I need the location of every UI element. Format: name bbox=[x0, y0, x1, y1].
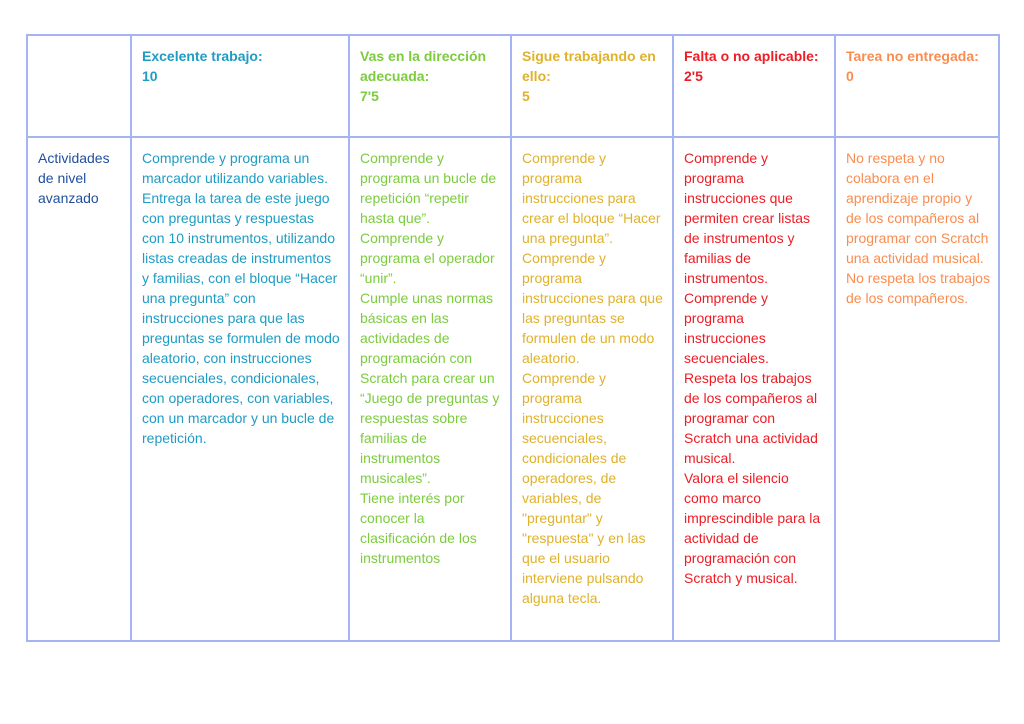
header-score: 0 bbox=[846, 68, 854, 84]
header-score: 10 bbox=[142, 68, 158, 84]
row-label-cell bbox=[27, 137, 131, 641]
header-title: Excelente trabajo: bbox=[142, 48, 263, 64]
header-title: Vas en la dirección adecuada: bbox=[360, 48, 487, 84]
criteria-line: No respeta los trabajos de los compañeros. bbox=[846, 270, 990, 306]
criteria-line: Cumple unas normas básicas en las actividades de programación con Scratch para crear un “Juego de preguntas y respuestas sobre familias de instrumentos musicales”. bbox=[360, 290, 500, 486]
criteria-line: Comprende y programa instrucciones para que las preguntas se formulen de un modo aleatorio. bbox=[522, 250, 663, 366]
criteria-line: Comprende y programa un bucle de repetición “repetir hasta que”. bbox=[360, 150, 497, 226]
criteria-line: Respeta los trabajos de los compañeros al programar con Scratch una actividad musical. bbox=[684, 370, 818, 466]
header-cell-missing bbox=[673, 35, 835, 137]
criteria-line: Tiene interés por conocer la clasificación de los instrumentos bbox=[360, 490, 477, 566]
criteria-line: Comprende y programa instrucciones secuenciales, condicionales de operadores, de variables, de "preguntar" y "respuesta" y en las que el usuario interviene pulsando alguna tecla. bbox=[522, 370, 646, 606]
criteria-line: Comprende y programa instrucciones para crear el bloque “Hacer una pregunta”. bbox=[522, 150, 661, 246]
header-cell-keep-working bbox=[511, 35, 673, 137]
criteria-cell-good-direction bbox=[349, 137, 511, 641]
header-cell-not-delivered bbox=[835, 35, 999, 137]
criteria-line: No respeta y no colabora en el aprendizaje propio y de los compañeros al programar con Scratch una actividad musical. bbox=[846, 150, 989, 266]
criteria-cell-excellent bbox=[131, 137, 349, 641]
header-score: 7'5 bbox=[360, 88, 379, 104]
criteria-line: Comprende y programa instrucciones que permiten crear listas de instrumentos y familias de instrumentos. bbox=[684, 150, 811, 286]
header-score: 5 bbox=[522, 88, 530, 104]
header-row bbox=[27, 35, 999, 137]
criteria-line: Comprende y programa un marcador utilizando variables. bbox=[142, 150, 328, 186]
table-row bbox=[27, 137, 999, 641]
criteria-line: Entrega la tarea de este juego con preguntas y respuestas con 10 instrumentos, utilizando listas creadas de instrumentos y familias, con el bloque “Hacer una pregunta” con instrucciones para que las preguntas se formulen de modo aleatorio, con instrucciones secuenciales, condicionales, con operadores, con variables, con un marcador y un bucle de repetición. bbox=[142, 190, 340, 446]
criteria-cell-not-delivered bbox=[835, 137, 999, 641]
header-cell-good-direction bbox=[349, 35, 511, 137]
criteria-cell-keep-working bbox=[511, 137, 673, 641]
header-cell-excellent bbox=[131, 35, 349, 137]
header-title: Tarea no entregada: bbox=[846, 48, 979, 64]
row-label: Actividades de nivel avanzado bbox=[38, 150, 110, 206]
header-title: Falta o no aplicable: bbox=[684, 48, 819, 64]
criteria-cell-missing bbox=[673, 137, 835, 641]
criteria-line: Comprende y programa el operador “unir”. bbox=[360, 230, 495, 286]
header-title: Sigue trabajando en ello: bbox=[522, 48, 656, 84]
criteria-line: Comprende y programa instrucciones secuenciales. bbox=[684, 290, 769, 366]
corner-cell bbox=[27, 35, 131, 137]
criteria-line: Valora el silencio como marco imprescindible para la actividad de programación con Scratch y musical. bbox=[684, 470, 821, 586]
header-score: 2'5 bbox=[684, 68, 703, 84]
rubric-table bbox=[26, 34, 1000, 642]
